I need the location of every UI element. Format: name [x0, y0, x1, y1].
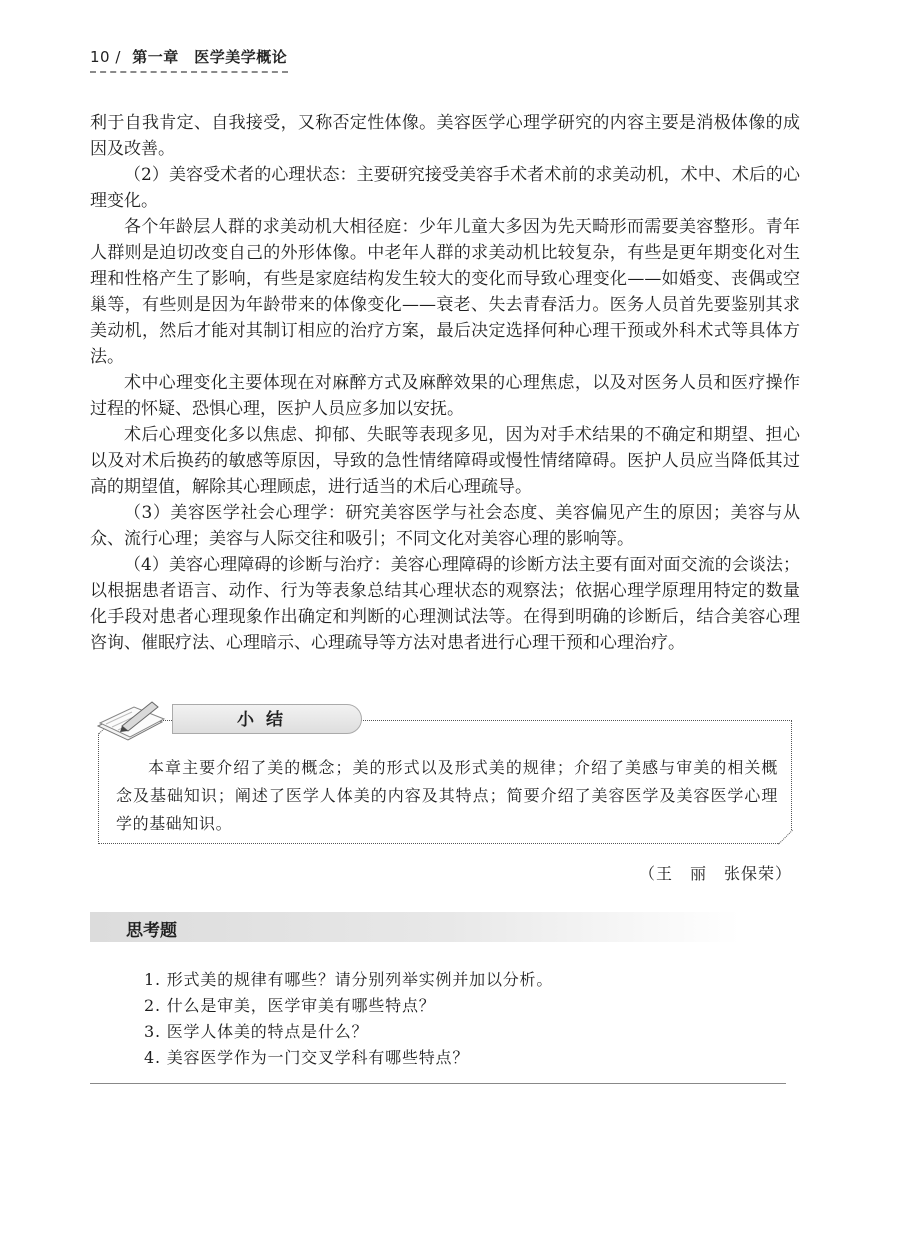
question-item: 4. 美容医学作为一门交叉学科有哪些特点？	[144, 1048, 470, 1067]
question-item: 1. 形式美的规律有哪些？请分别列举实例并加以分析。	[144, 970, 554, 989]
notebook-pencil-icon	[92, 696, 170, 744]
paragraph-postoperative: 术后心理变化多以焦虑、抑郁、失眠等表现多见，因为对手术结果的不确定和期望、担心以及对术后换药的敏感等原因，导致的急性情绪障碍或慢性情绪障碍。医护人员应当降低其过高的期望值，解除其心理顾虑，进行适当的术后心理疏导。	[90, 425, 800, 497]
summary-section	[90, 696, 800, 846]
paragraph-aesthetic-subject-state: （2）美容受术者的心理状态：主要研究接受美容手术者术前的求美动机，术中、术后的心理变化。	[90, 165, 800, 211]
page-number: 10	[90, 48, 111, 66]
paragraph-diagnosis-treatment: （4）美容心理障碍的诊断与治疗：美容心理障碍的诊断方法主要有面对面交流的会谈法；以根据患者语言、动作、行为等表象总结其心理状态的观察法；依据心理学原理用特定的数量化手段对患者心理现象作出确定和判断的心理测试法等。在得到明确的诊断后，结合美容心理咨询、催眠疗法、心理暗示、心理疏导等方法对患者进行心理干预和心理治疗。	[90, 555, 800, 653]
questions-list	[144, 967, 553, 1071]
paragraph-intraoperative: 术中心理变化主要体现在对麻醉方式及麻醉效果的心理焦虑，以及对医务人员和医疗操作过程的怀疑、恐惧心理，医护人员应多加以安抚。	[90, 373, 800, 419]
questions-title: 思考题	[126, 921, 177, 941]
page-header	[90, 46, 287, 67]
paragraph-age-motivation: 各个年龄层人群的求美动机大相径庭：少年儿童大多因为先天畸形而需要美容整形。青年人群则是迫切改变自己的外形体像。中老年人群的求美动机比较复杂，有些是更年期变化对生理和性格产生了影响，有些是家庭结构发生较大的变化而导致心理变化——如婚变、丧偶或空巢等，有些则是因为年龄带来的体像变化——衰老、失去青春活力。医务人员首先要鉴别其求美动机，然后才能对其制订相应的治疗方案，最后决定选择何种心理干预或外科术式等具体方法。	[90, 217, 800, 367]
summary-text: 本章主要介绍了美的概念；美的形式以及形式美的规律；介绍了美感与审美的相关概念及基础知识；阐述了医学人体美的内容及其特点；简要介绍了美容医学及美容医学心理学的基础知识。	[116, 758, 778, 833]
header-separator: /	[115, 48, 121, 66]
chapter-title: 第一章 医学美学概论	[132, 48, 288, 66]
bottom-rule	[90, 1083, 786, 1084]
body-text	[90, 110, 800, 656]
chapter-authors: （王 丽 张保荣）	[638, 864, 792, 883]
questions-title-bar	[90, 912, 740, 942]
paragraph-continued: 利于自我肯定、自我接受，又称否定性体像。美容医学心理学研究的内容主要是消极体像的成因及改善。	[90, 113, 800, 159]
question-item: 3. 医学人体美的特点是什么？	[144, 1022, 369, 1041]
paragraph-social-psychology: （3）美容医学社会心理学：研究美容医学与社会态度、美容偏见产生的原因；美容与从众、流行心理；美容与人际交往和吸引；不同文化对美容心理的影响等。	[90, 503, 800, 549]
summary-title-tab	[172, 704, 362, 734]
question-item: 2. 什么是审美，医学审美有哪些特点？	[144, 996, 436, 1015]
summary-title: 小结	[237, 710, 295, 730]
header-dashed-rule	[90, 71, 288, 73]
